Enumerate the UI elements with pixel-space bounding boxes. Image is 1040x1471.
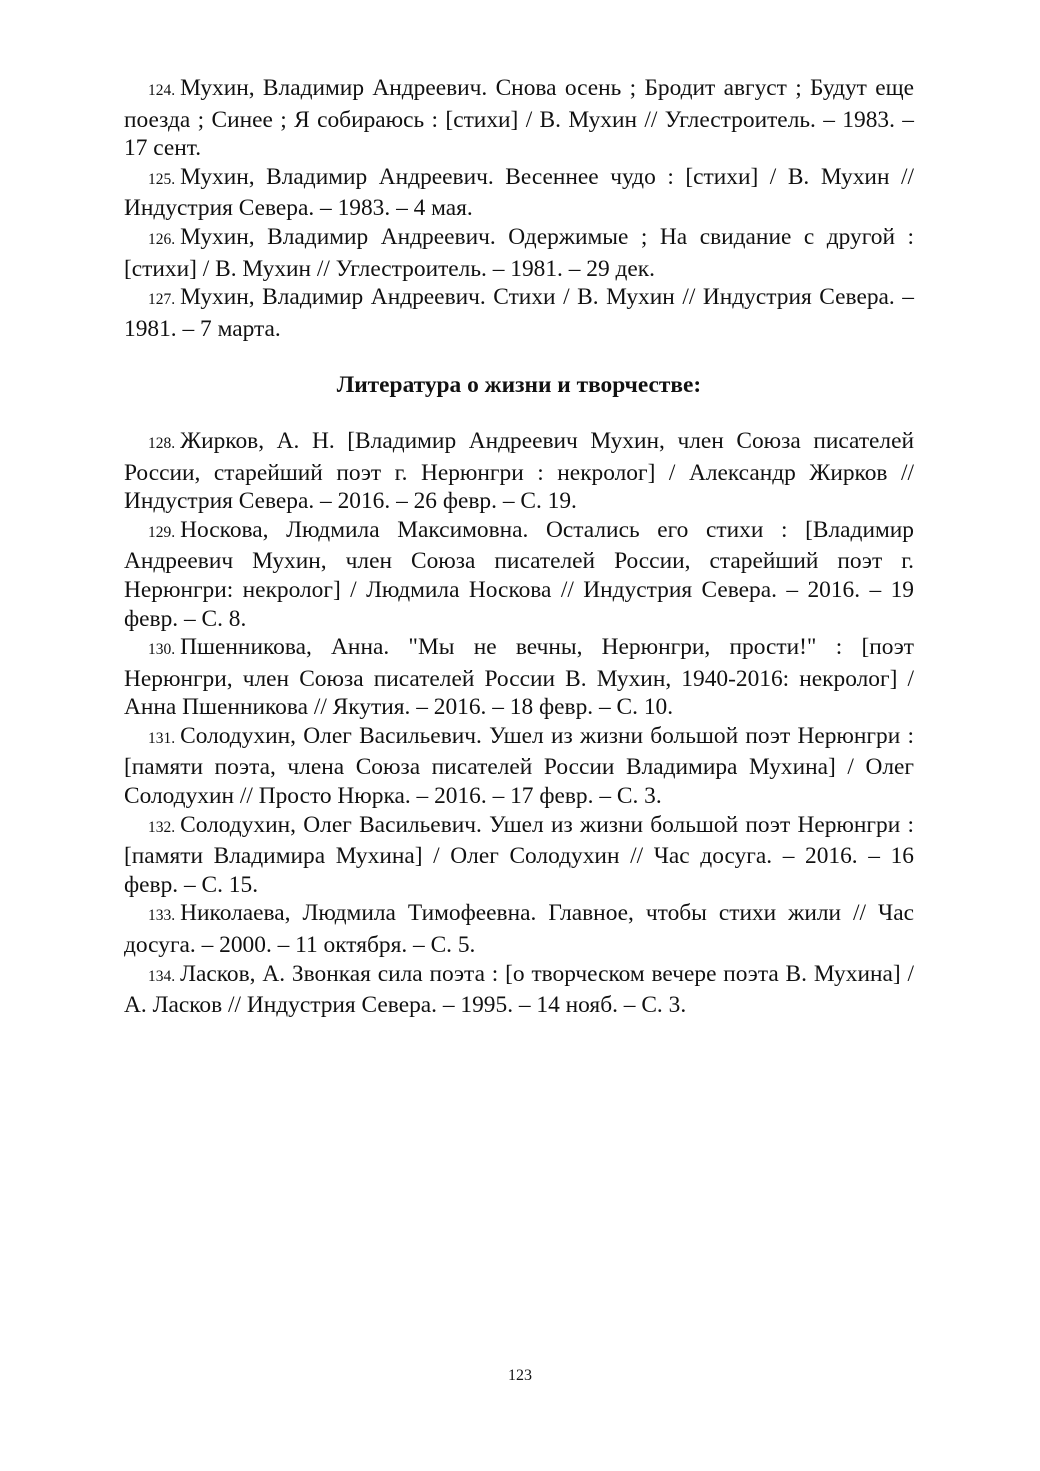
entries-list-before (124, 74, 914, 343)
page-body (124, 74, 914, 1020)
entry-number: 129. (148, 523, 176, 541)
entry-number: 131. (148, 729, 176, 747)
bibliography-entry (124, 811, 914, 900)
entry-number: 126. (148, 230, 176, 248)
entry-text: Солодухин, Олег Васильевич. Ушел из жизни большой поэт Нерюнгри : [памяти Владимира Мухина] / Олег Солодухин // Час досуга. – 2016. – 16 февр. – С. 15. (124, 811, 914, 898)
page-number: 123 (508, 1367, 532, 1384)
entry-text: Жирков, А. Н. [Владимир Андреевич Мухин, член Союза писателей России, старейший поэт г. Нерюнгри : некролог] / Александр Жирков // Индустрия Севера. – 2016. – 26 февр. – С. 19. (124, 427, 914, 515)
entry-text: Ласков, А. Звонкая сила поэта : [о творческом вечере поэта В. Мухина] / А. Ласков // Индустрия Севера. – 1995. – 14 нояб. – С. 3. (124, 960, 914, 1019)
entry-number: 133. (148, 907, 176, 925)
bibliography-entry (124, 283, 914, 343)
entry-text: Носкова, Людмила Максимовна. Остались его стихи : [Владимир Андреевич Мухин, член Союза писателей России, старейший поэт г. Нерюнгри: некролог] / Людмила Носкова // Индустрия Севера. – 2016. – 19 февр. – С. 8. (124, 516, 914, 632)
entry-text: Николаева, Людмила Тимофеевна. Главное, чтобы стихи жили // Час досуга. – 2000. – 11 октября. – С. 5. (124, 900, 914, 959)
entry-number: 130. (148, 641, 176, 659)
entries-list-after (124, 427, 914, 1020)
bibliography-entry (124, 223, 914, 283)
entry-text: Мухин, Владимир Андреевич. Снова осень ; Бродит август ; Будут еще поезда ; Синее ; Я собираюсь : [стихи] / В. Мухин // Углестроитель. – 1983. – 17 сент. (124, 75, 914, 162)
entry-number: 128. (148, 434, 176, 452)
entry-text: Мухин, Владимир Андреевич. Одержимые ; На свидание с другой : [стихи] / В. Мухин // Углестроитель. – 1981. – 29 дек. (124, 223, 914, 282)
section-title: Литература о жизни и творчестве: (336, 372, 702, 399)
entry-number: 124. (148, 82, 176, 99)
entry-text: Солодухин, Олег Васильевич. Ушел из жизни большой поэт Нерюнгри : [памяти поэта, члена Союза писателей России Владимира Мухина] / Олег Солодухин // Просто Нюрка. – 2016. – 17 февр. – С. 3. (124, 722, 914, 810)
entry-number: 132. (148, 818, 176, 836)
bibliography-entry (124, 722, 914, 811)
entry-text: Мухин, Владимир Андреевич. Весеннее чудо : [стихи] / В. Мухин // Индустрия Севера. – 1983. – 4 мая. (124, 163, 914, 222)
bibliography-entry (124, 633, 914, 722)
bibliography-entry (124, 427, 914, 516)
entry-number: 127. (148, 291, 176, 309)
entry-number: 134. (148, 967, 176, 985)
entry-number: 125. (148, 170, 176, 188)
bibliography-entry (124, 899, 914, 959)
bibliography-entry (124, 163, 914, 223)
entry-text: Мухин, Владимир Андреевич. Стихи / В. Мухин // Индустрия Севера. – 1981. – 7 марта. (124, 284, 914, 342)
entry-text: Пшенникова, Анна. "Мы не вечны, Нерюнгри, прости!" : [поэт Нерюнгри, член Союза писателей России В. Мухин, 1940-2016: некролог] / Анна Пшенникова // Якутия. – 2016. – 18 февр. – С. 10. (124, 634, 914, 721)
bibliography-entry (124, 516, 914, 633)
bibliography-entry (124, 960, 914, 1020)
bibliography-entry (124, 74, 914, 163)
